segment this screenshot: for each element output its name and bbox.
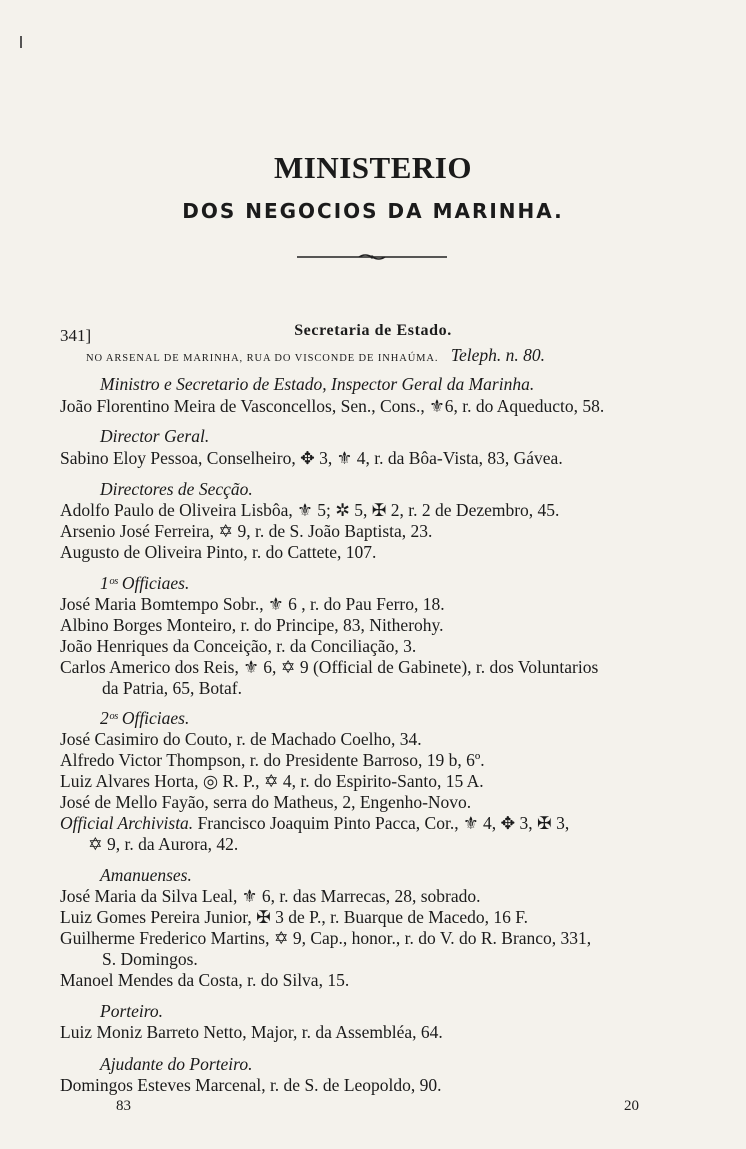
entry-line: ✡ 9, r. da Aurora, 42. xyxy=(88,834,239,854)
entry-line: Albino Borges Monteiro, r. do Principe, 83, Nitherohy. xyxy=(60,615,444,635)
role-heading: Ministro e Secretario de Estado, Inspector Geral da Marinha. xyxy=(100,374,535,394)
decorative-rule-icon xyxy=(297,252,447,262)
role-heading: Director Geral. xyxy=(100,426,210,446)
section-address-line xyxy=(86,344,545,370)
section-number: 341] xyxy=(60,326,92,345)
entry-line: José Maria Bomtempo Sobr., ⚜ 6 , r. do Pau Ferro, 18. xyxy=(60,594,445,614)
section-address: NO ARSENAL DE MARINHA, RUA DO VISCONDE DE INHAÚMA. xyxy=(86,353,439,364)
entry-line: da Patria, 65, Botaf. xyxy=(102,678,242,698)
role-heading: Porteiro. xyxy=(100,1001,164,1021)
entry-line: Domingos Esteves Marcenal, r. de S. de Leopoldo, 90. xyxy=(60,1075,442,1095)
entry-line: José Maria da Silva Leal, ⚜ 6, r. das Marrecas, 28, sobrado. xyxy=(60,886,481,906)
role-heading: Directores de Secção. xyxy=(100,479,253,499)
entry-line: S. Domingos. xyxy=(102,949,198,969)
entry-line: João Florentino Meira de Vasconcellos, Sen., Cons., ⚜6, r. do Aqueducto, 58. xyxy=(60,396,605,416)
entry-line: Guilherme Frederico Martins, ✡ 9, Cap., honor., r. do V. do R. Branco, 331, xyxy=(60,928,592,948)
entry-line: Sabino Eloy Pessoa, Conselheiro, ✥ 3, ⚜ 4, r. da Bôa-Vista, 83, Gávea. xyxy=(60,448,563,468)
footer-right-number: 20 xyxy=(624,1098,639,1114)
entry-line: Alfredo Victor Thompson, r. do Presidente Barroso, 19 b, 6º. xyxy=(60,750,485,770)
role-heading: 1ᵒˢ Officiaes. xyxy=(100,573,190,593)
entry-text: Francisco Joaquim Pinto Pacca, Cor., ⚜ 4, ✥ 3, ✠ 3, xyxy=(197,813,570,833)
entry-line xyxy=(60,812,569,834)
section-telephone: Teleph. n. 80. xyxy=(450,345,545,365)
footer-left-number: 83 xyxy=(116,1098,131,1114)
entry-line: Luiz Alvares Horta, ◎ R. P., ✡ 4, r. do Espirito-Santo, 15 A. xyxy=(60,771,484,791)
entry-line: Arsenio José Ferreira, ✡ 9, r. de S. João Baptista, 23. xyxy=(60,521,433,541)
entry-line: Manoel Mendes da Costa, r. do Silva, 15. xyxy=(60,970,350,990)
entry-line: Carlos Americo dos Reis, ⚜ 6, ✡ 9 (Official de Gabinete), r. dos Voluntarios xyxy=(60,657,599,677)
entry-line: José de Mello Fayão, serra do Matheus, 2, Engenho-Novo. xyxy=(60,792,472,812)
role-heading: 2ᵒˢ Officiaes. xyxy=(100,708,190,728)
role-heading: Amanuenses. xyxy=(100,865,192,885)
entry-line: José Casimiro do Couto, r. de Machado Coelho, 34. xyxy=(60,729,422,749)
page-title: MINISTERIO xyxy=(274,150,472,185)
page-subtitle: DOS NEGOCIOS DA MARINHA. xyxy=(182,199,564,223)
entry-line: Augusto de Oliveira Pinto, r. do Cattete, 107. xyxy=(60,542,377,562)
role-heading: Ajudante do Porteiro. xyxy=(100,1054,253,1074)
entry-line: Luiz Gomes Pereira Junior, ✠ 3 de P., r. Buarque de Macedo, 16 F. xyxy=(60,907,528,927)
margin-mark xyxy=(20,36,22,48)
role-heading: Official Archivista. xyxy=(60,813,194,833)
section-title: Secretaria de Estado. xyxy=(294,322,452,339)
entry-line: João Henriques da Conceição, r. da Conciliação, 3. xyxy=(60,636,417,656)
entry-line: Adolfo Paulo de Oliveira Lisbôa, ⚜ 5; ✲ 5, ✠ 2, r. 2 de Dezembro, 45. xyxy=(60,500,560,520)
entry-line: Luiz Moniz Barreto Netto, Major, r. da Assembléa, 64. xyxy=(60,1022,443,1042)
